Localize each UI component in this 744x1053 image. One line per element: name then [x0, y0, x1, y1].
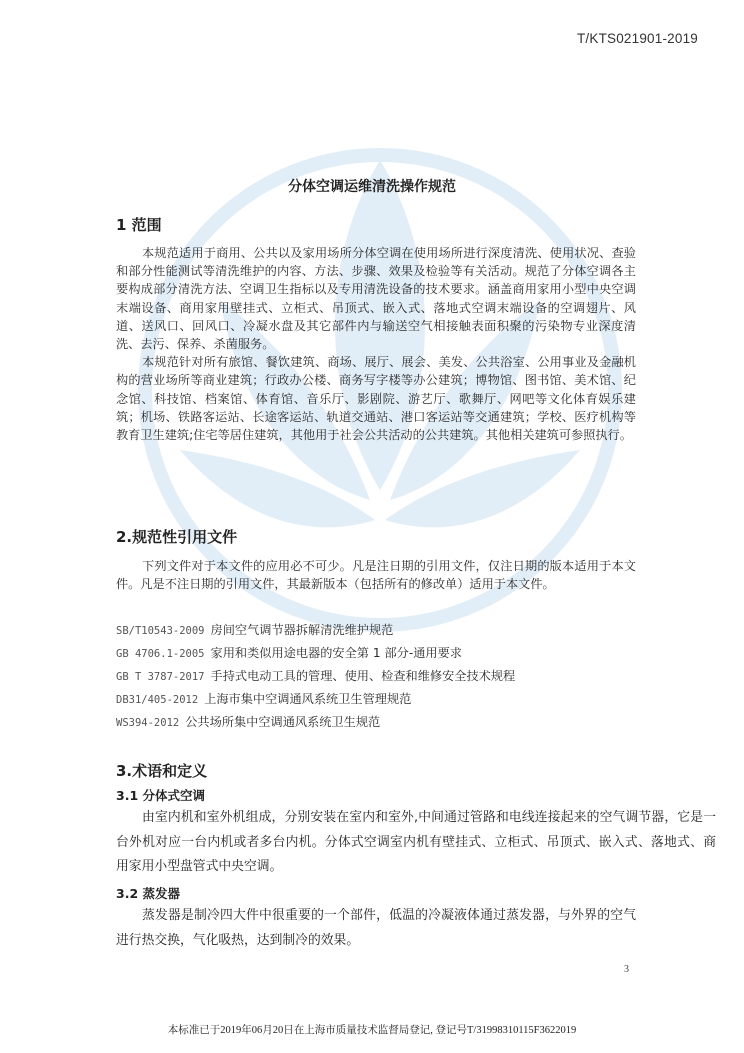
page-number: 3: [624, 964, 629, 975]
section-3-2-paragraph: 蒸发器是制冷四大件中很重要的一个部件，低温的冷凝液体通过蒸发器，与外界的空气进行热交换，气化吸热，达到制冷的效果。: [116, 908, 636, 948]
section-2-paragraph: [116, 557, 636, 593]
reference-title: 上海市集中空调通风系统卫生管理规范: [204, 692, 412, 706]
reference-item: [116, 690, 656, 713]
section-3-heading: 3.术语和定义: [116, 762, 208, 780]
section-3-2-body: [116, 904, 636, 953]
reference-code: SB/T10543-2009: [116, 625, 205, 637]
reference-code: GB 4706.1-2005: [116, 648, 205, 660]
reference-code: WS394-2012: [116, 717, 180, 729]
reference-title: 家用和类似用途电器的安全第 1 部分-通用要求: [210, 646, 462, 660]
section-3-1-heading: 3.1 分体式空调: [116, 788, 205, 803]
reference-code: GB T 3787-2017: [116, 671, 205, 683]
document-code: T/KTS021901-2019: [576, 31, 698, 46]
section-2-intro: 下列文件对于本文件的应用必不可少。凡是注日期的引用文件，仅注日期的版本适用于本文件。凡是不注日期的引用文件，其最新版本（包括所有的修改单）适用于本文件。: [116, 559, 636, 592]
section-1-paragraph-2: 本规范针对所有旅馆、餐饮建筑、商场、展厅、展会、美发、公共浴室、公用事业及金融机构的营业场所等商业建筑；行政办公楼、商务写字楼等办公建筑；博物馆、图书馆、美术馆、纪念馆、科技馆、档案馆、体育馆、音乐厅、影剧院、游艺厅、歌舞厅、网吧等文化体育娱乐建筑；机场、铁路客运站、长途客运站、轨道交通站、港口客运站等交通建筑；学校、医疗机构等教育卫生建筑;住宅等居住建筑，其他用于社会公共活动的公共建筑。其他相关建筑可参照执行。: [116, 355, 636, 443]
section-3-1-paragraph: 由室内机和室外机组成，分别安装在室内和室外,中间通过管路和电线连接起来的空气调节器，它是一台外机对应一台内机或者多台内机。分体式空调室内机有壁挂式、立柜式、吊顶式、嵌入式、落地式、商用家用小型盘管式中央空调。: [116, 810, 716, 874]
reference-code: DB31/405-2012: [116, 694, 199, 706]
section-1-heading: 1 范围: [116, 216, 162, 234]
reference-item: [116, 667, 656, 690]
section-3-1-body: [116, 806, 716, 880]
reference-title: 手持式电动工具的管理、使用、检查和维修安全技术规程: [210, 669, 516, 683]
document-title: 分体空调运维清洗操作规范: [288, 179, 456, 195]
reference-item: [116, 621, 656, 644]
section-1-body: [116, 244, 636, 444]
section-1-paragraph-1: 本规范适用于商用、公共以及家用场所分体空调在使用场所进行深度清洗、使用状况、查验和部分性能测试等清洗维护的内容、方法、步骤、效果及检验等有关活动。规范了分体空调各主要构成部分清洗方法、空调卫生指标以及专用清洗设备的技术要求。涵盖商用家用小型中央空调末端设备、商用家用壁挂式、立柜式、吊顶式、嵌入式、落地式空调末端设备的空调翅片、风道、送风口、回风口、冷凝水盘及其它部件内与输送空气相接触表面积聚的污染物专业深度清洗、去污、保养、杀菌服务。: [116, 246, 636, 352]
reference-item: [116, 713, 656, 736]
section-3-2-heading: 3.2 蒸发器: [116, 886, 180, 901]
section-2-heading: 2.规范性引用文件: [116, 528, 238, 546]
reference-item: [116, 644, 656, 667]
reference-title: 房间空气调节器拆解清洗维护规范: [210, 623, 394, 637]
registration-footer: 本标准已于2019年06月20日在上海市质量技术监督局登记, 登记号T/31998310115F3622019: [167, 1025, 577, 1036]
reference-title: 公共场所集中空调通风系统卫生规范: [185, 715, 381, 729]
reference-list: [116, 621, 656, 736]
